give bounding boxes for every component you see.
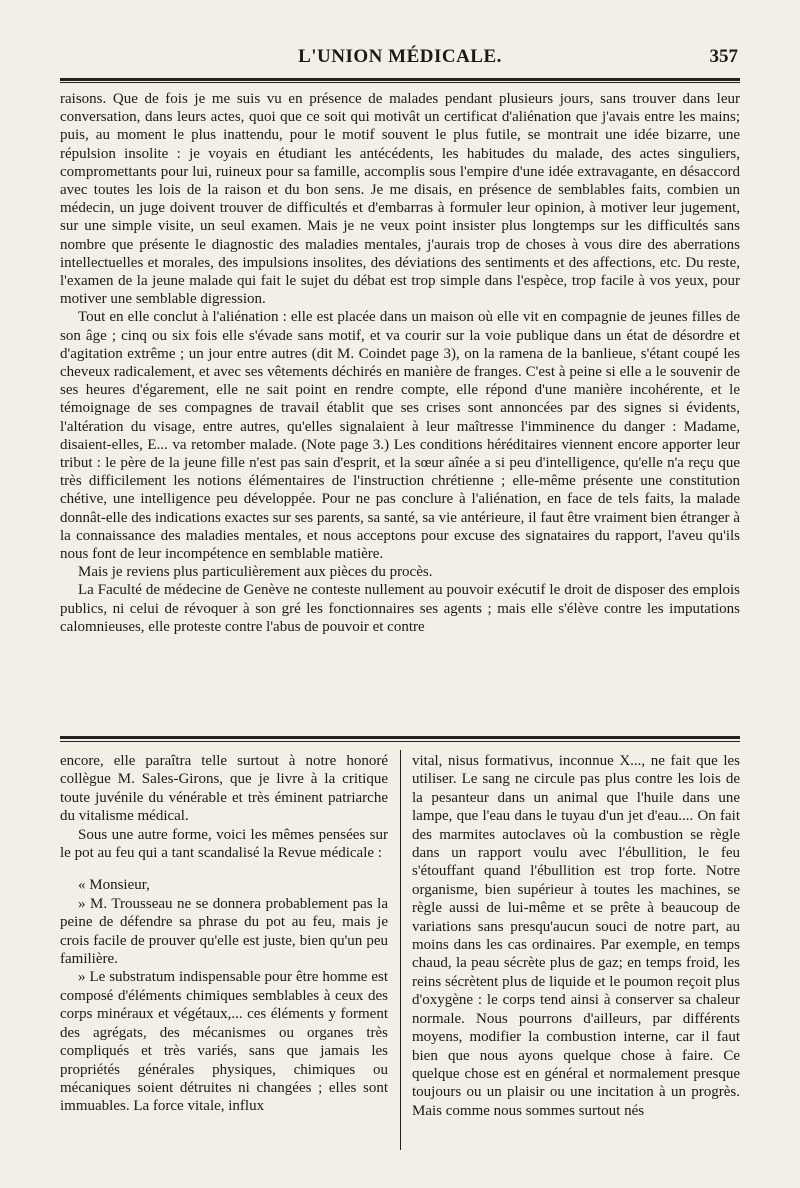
paragraph: Mais je reviens plus particulièrement aux pièces du procès. [78,564,433,581]
feuilleton-rule-thin [60,741,740,742]
page-number: 357 [709,46,738,67]
paragraph: vital, nisus formativus, inconnue X..., ne fait que les utiliser. Le sang ne circule pas plus contre les lois de la pesanteur dans un animal que l'huile dans une lampe, que l'eau dans le tuyau d'un jet d'eau.... On fait des marmites autoclaves où la combustion se règle dans un rapport voulu avec l'ébullition, le feu s'étouffant quand l'ébullition est trop forte. Notre organisme, bien supérieur à toutes les machines, se règle aussi de lui-même et se prête à beaucoup de variations sans presqu'aucun souci de notre part, au moins dans les cas ordinaires. Par exemple, en temps chaud, la peau sécrète plus de gaz; en temps froid, les reins sécrètent plus de liquide et le poumon reçoit plus d'oxygène : le corps tend ainsi à conserver sa chaleur normale. Nous pourrons d'ailleurs, par différents moyens, modifier la combustion interne, car il faut bien que nous ayons quelque chose à faire. Ce quelque chose est en général et normalement presque toujours ou un plaisir ou une incitation à un progrès. Mais comme nous sommes surtout nés [412,753,740,1119]
feuilleton-rule [60,736,740,739]
paragraph: raisons. Que de fois je me suis vu en présence de malades pendant plusieurs jours, sans trouver dans leur conversation, dans leurs actes, quoi que ce soit qui motivât un certificat d'aliénation que j'avais entre les mains; puis, au moment le plus inattendu, pour le motif souvent le plus futile, se montrait une idée bizarre, une répulsion insolite : je voyais en étudiant les antécédents, les habitudes du malade, des actes singuliers, compromettants pour lui, ruineux pour sa famille, accomplis sous l'empire d'une idée extravagante, en désaccord avec toutes les lois de la raison et du bon sens. Je me disais, en présence de semblables faits, combien un médecin, un juge doivent trouver de difficultés et d'embarras à formuler leur opinion, à motiver leur jugement, sur une simple visite, un seul examen. Mais je ne veux point insister plus longtemps sur les difficultés sans nombre que présente le diagnostic des maladies mentales, j'aurais trop de choses à vous dire des aberrations intellectuelles et morales, des impulsions insolites, des déviations des sentiments et des affections, etc. Du reste, l'examen de la jeune malade qui fait le sujet du débat est trop simple dans l'espèce, trop facile à vos yeux, pour motiver une semblable digression. [60,91,740,308]
paragraph: » M. Trousseau ne se donnera probablement pas la peine de défendre sa phrase du pot au feu, mais je crois facile de prouver qu'elle est juste, bien qu'un peu familière. [60,895,388,968]
paragraph: » Le substratum indispensable pour être homme est composé d'éléments chimiques semblables à ceux des corps minéraux et végétaux,... ces éléments y forment des agrégats, des mécanismes ou organes très compliqués et très variés, sans que jamais les propriétés générales physiques, chimiques ou mécaniques soient détruites ni changées ; elles sont immuables. La force vitale, influx [60,969,388,1115]
header-rule-thin [60,82,740,83]
running-header [60,44,740,72]
paragraph: La Faculté de médecine de Genève ne conteste nullement au pouvoir exécutif le droit de disposer des emplois publics, ni celui de révoquer à son gré les fonctionnaires ses agents ; mais elle s'élève contre les imputations calomnieuses, elle proteste contre l'abus de pouvoir et contre [60,582,740,635]
main-text [60,90,740,636]
left-column [60,752,388,1116]
paragraph: Sous une autre forme, voici les mêmes pensées sur le pot au feu qui a tant scandalisé la Revue médicale : [60,826,388,862]
right-column [412,752,740,1120]
header-rule [60,78,740,81]
paragraph: Tout en elle conclut à l'aliénation : elle est placée dans un maison où elle vit en compagnie de jeunes filles de son âge ; cinq ou six fois elle s'évade sans motif, et va courir sur la voie publique dans un état de désordre et d'agitation extrême ; un jour entre autres (dit M. Coindet page 3), on la ramena de la banlieue, s'étant coupé les cheveux radicalement, et avec ses vêtements déchirés en manière de franges. C'est à peine si elle a le souvenir de ses heures d'égarement, elle ne sait point en rendre compte, elle répond d'une manière incohérente, et le témoignage de ses compagnes de travail établit que ses crises sont annoncées par des signes si évidents, l'altération du visage, entre autres, qu'elles signalaient à leur maîtresse l'imminence du danger : Madame, disaient-elles, E... va retomber malade. (Note page 3.) Les conditions héréditaires viennent encore apporter leur tribut : le père de la jeune fille n'est pas sain d'esprit, et la sœur aînée a si peu d'intelligence, qu'elle n'a reçu que très difficilement les notions élémentaires de l'instruction chrétienne ; elle-même présente une constitution chétive, une intelligence peu développée. Pour ne pas conclure à l'aliénation, en face de tels faits, la malade donnât-elle des indications exactes sur ses parents, sa santé, sa vie antérieure, il faut être vraiment bien étranger à la connaissance des maladies mentales, et nous acceptons pour excuse des signataires du rapport, l'aveu qu'ils nous font de leur incompétence en semblable matière. [60,309,740,563]
paragraph: « Monsieur, [78,877,150,894]
column-divider [400,750,401,1150]
journal-title: L'UNION MÉDICALE. [298,46,502,67]
paragraph: encore, elle paraîtra telle surtout à notre honoré collègue M. Sales-Girons, que je livre à la critique toute juvénile du vénérable et très éminent patriarche du vitalisme médical. [60,753,388,825]
